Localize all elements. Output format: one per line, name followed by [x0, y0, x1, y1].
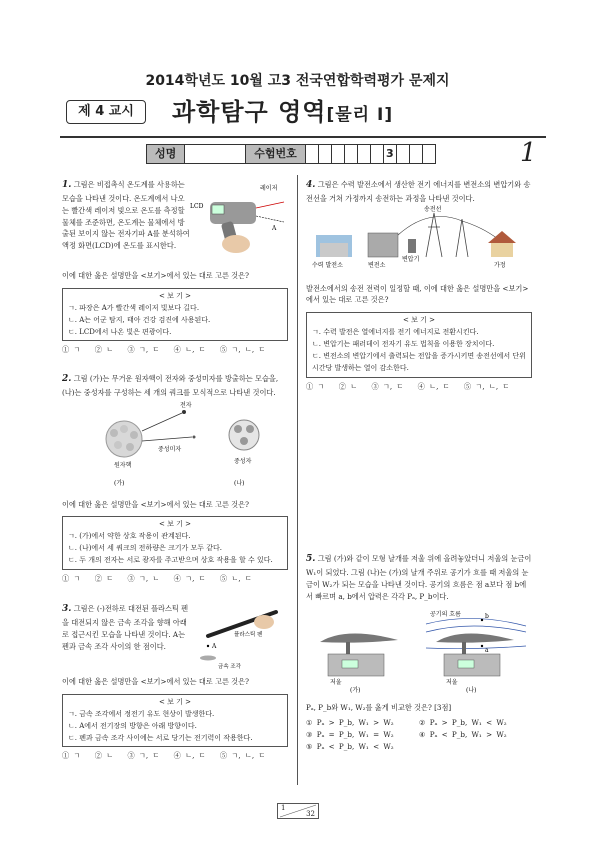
home-label: 가정 — [494, 261, 506, 269]
q4-choice[interactable]: ① ㄱ — [306, 381, 325, 391]
q3-number: 3. — [62, 604, 72, 614]
q2-choices — [62, 573, 288, 585]
plant-label: 수력 발전소 — [312, 261, 343, 269]
q4-ask: 발전소에서의 송전 전력이 일정할 때, 이에 대한 옳은 설명만을 <보기>에서 있는 대로 고른 것은? — [306, 283, 529, 305]
transmission-line — [398, 216, 498, 239]
q3-bogi-item: ㄴ. A에서 전기장의 방향은 아래 방향이다. — [68, 721, 197, 730]
neutrino-label: 중성미자 — [158, 445, 182, 453]
metal-label: 금속 조각 — [218, 664, 242, 670]
id-box[interactable] — [318, 145, 331, 163]
point-a — [207, 645, 209, 647]
q3-stem-wrap — [62, 602, 190, 672]
q1-number: 1. — [62, 180, 72, 190]
fig-ga-label: (가) — [114, 479, 125, 487]
q2-choice[interactable]: ② ㄷ — [94, 574, 114, 584]
q5-choice[interactable]: ③ Pₐ = P_b, W₁ = W₂ — [306, 730, 394, 740]
q2-stem: 그림 (가)는 무거운 원자핵이 전자와 중성미자를 방출하는 모습을, (나)는 중성자를 구성하는 세 개의 쿼크를 모식적으로 나타낸 것이다. — [62, 374, 279, 397]
footer-page: 1 — [281, 804, 286, 812]
q3-bogi-item: ㄷ. 펜과 금속 조각 사이에는 서로 당기는 전기력이 작용한다. — [68, 733, 253, 742]
wing — [436, 634, 514, 643]
q4-bogi-item: ㄷ. 변전소의 변압기에서 출력되는 전압을 증가시키면 송전선에서 단위 시간당 발생하는 열이 감소한다. — [312, 352, 526, 372]
q4-stem: 그림은 수력 발전소에서 생산한 전기 에너지를 변전소의 변압기와 송전선을 거쳐 가정까지 송전하는 과정을 나타낸 것이다. — [306, 180, 531, 203]
transformer — [408, 239, 416, 253]
q3-choice[interactable]: ⑤ ㄱ, ㄴ, ㄷ — [219, 751, 266, 761]
fig-na-label: (나) — [234, 479, 245, 487]
q2-choice[interactable]: ① ㄱ — [62, 574, 81, 584]
q3-choice[interactable]: ③ ㄱ, ㄷ — [127, 751, 160, 761]
q1-choices — [62, 344, 288, 356]
laser-beam — [256, 202, 284, 208]
q4-number: 4. — [306, 180, 316, 190]
q4-grid-figure — [306, 205, 532, 275]
q1-choice[interactable]: ⑤ ㄱ, ㄴ, ㄷ — [219, 345, 266, 355]
q1-choice[interactable]: ① ㄱ — [62, 345, 81, 355]
page-number: 1 — [520, 138, 537, 168]
question-2 — [62, 372, 288, 585]
q5-ask: Pₐ, P_b와 W₁, W₂를 옳게 비교한 것은? [3점] — [306, 703, 452, 713]
b-label: b — [485, 613, 489, 621]
q3-choices — [62, 750, 288, 762]
point-a — [481, 645, 483, 647]
metal-piece — [200, 656, 216, 661]
quark — [234, 425, 242, 433]
q1-choice[interactable]: ③ ㄱ, ㄷ — [127, 345, 160, 355]
q5-choice[interactable]: ① Pₐ > P_b, W₁ > W₂ — [306, 718, 394, 728]
q2-choice[interactable]: ④ ㄱ, ㄷ — [173, 574, 206, 584]
subject-name: 과학탐구 영역 — [172, 98, 327, 126]
id-label: 수험번호 — [245, 145, 305, 163]
id-box[interactable] — [331, 145, 344, 163]
q1-bogi-item: ㄷ. LCD에서 나온 빛은 편광이다. — [68, 327, 172, 336]
q2-bogi-box — [62, 516, 288, 570]
q4-bogi-item: ㄱ. 수력 발전은 열에너지를 전기 에너지로 전환시킨다. — [312, 328, 479, 337]
q1-choice[interactable]: ④ ㄴ, ㄷ — [173, 345, 206, 355]
q1-bogi-item: ㄱ. 파장은 A가 빨간색 레이저 빛보다 길다. — [68, 303, 200, 312]
q3-choice[interactable]: ④ ㄴ, ㄷ — [173, 751, 206, 761]
q1-ask: 이에 대한 옳은 설명만을 <보기>에서 있는 대로 고른 것은? — [62, 271, 249, 280]
q3-bogi-box — [62, 694, 288, 748]
lcd-label: LCD — [190, 203, 204, 210]
footer-page-box — [277, 803, 319, 819]
question-5 — [306, 552, 532, 753]
footer-total: 32 — [306, 810, 315, 818]
q4-bogi-box — [306, 312, 532, 377]
point-b — [481, 619, 483, 621]
exam-title: 2014학년도 10월 고3 전국연합학력평가 문제지 — [145, 73, 450, 89]
hand — [222, 235, 250, 253]
neutron-label: 중성자 — [234, 457, 252, 465]
neutrino — [193, 435, 196, 438]
id-box[interactable] — [357, 145, 370, 163]
q4-choices — [306, 381, 532, 393]
airflow-line — [426, 626, 526, 632]
house — [491, 243, 513, 257]
pen-label: 플라스틱 펜 — [234, 632, 263, 638]
name-id-bar — [146, 144, 436, 164]
q2-choice[interactable]: ⑤ ㄴ, ㄷ — [219, 574, 252, 584]
q3-choice[interactable]: ② ㄴ — [94, 751, 114, 761]
q5-choice[interactable]: ② Pₐ > P_b, W₁ < W₂ — [419, 718, 507, 728]
q2-bogi-item: ㄷ. 두 개의 전자는 서로 광자를 주고받으며 상호 작용을 할 수 있다. — [68, 556, 273, 565]
scale-label: 저울 — [446, 679, 458, 687]
q3-choice[interactable]: ① ㄱ — [62, 751, 81, 761]
q3-bogi-title: < 보 기 > — [159, 697, 191, 706]
q4-bogi-item: ㄴ. 변압기는 패러데이 전자기 유도 법칙을 이용한 장치이다. — [312, 340, 495, 349]
q2-number: 2. — [62, 374, 72, 384]
subject-title — [172, 92, 393, 127]
q2-bogi-title: < 보 기 > — [159, 520, 191, 529]
q2-figure — [62, 399, 288, 491]
question-3 — [62, 602, 288, 762]
q2-ask: 이에 대한 옳은 설명만을 <보기>에서 있는 대로 고른 것은? — [62, 499, 249, 509]
airflow-line — [426, 619, 526, 627]
substation — [368, 233, 398, 257]
wave-a — [256, 216, 284, 222]
question-4 — [306, 178, 532, 393]
session-badge: 제 4 교시 — [66, 100, 146, 124]
q1-bogi-title: < 보 기 > — [159, 291, 191, 300]
fig-na-label: (나) — [466, 687, 477, 695]
q5-choices — [306, 717, 532, 753]
q5-stem: 그림 (가)와 같이 모형 날개를 저울 위에 올려놓았더니 저울의 눈금이 W₁이 되었다. 그림 (나)는 (가)의 날개 주위로 공기가 흐를 때 저울의 눈금이 W₂가 되는 모습을 나타낸 것이다. 공기의 흐름은 점 a보다 점 b에서 빠르며 a, b에서 압력은 각각 Pₐ, P_b이다. — [306, 554, 532, 601]
q5-number: 5. — [306, 554, 316, 564]
a-label: a — [485, 647, 489, 655]
q5-wing-figure — [306, 602, 532, 694]
id-box[interactable] — [396, 145, 409, 163]
q1-stem-wrap — [62, 178, 190, 266]
q2-bogi-item: ㄱ. (가)에서 약한 상호 작용이 관계된다. — [68, 532, 191, 541]
q1-choice[interactable]: ② ㄴ — [94, 345, 114, 355]
neutron — [229, 420, 259, 450]
column-divider — [297, 175, 298, 785]
q4-choice[interactable]: ④ ㄴ, ㄷ — [417, 381, 450, 391]
lcd-screen — [212, 205, 224, 214]
pylon — [426, 213, 442, 257]
q4-choice[interactable]: ③ ㄱ, ㄷ — [371, 381, 404, 391]
q4-choice[interactable]: ⑤ ㄱ, ㄴ, ㄷ — [463, 381, 510, 391]
q5-choice[interactable]: ④ Pₐ < P_b, W₁ > W₂ — [419, 730, 507, 740]
electron — [182, 410, 186, 414]
fig-ga-label: (가) — [350, 687, 361, 695]
q1-stem: 그림은 비접촉식 온도계를 사용하는 모습을 나타낸 것이다. 온도계에서 나오는 빨간색 레이저 빛으로 온도를 측정할 물체를 조준하면, 온도계는 물체에서 방출된 보이지 않는 전자기파 A를 분석하여 액정 화면(LCD)에 온도를 표시한다. — [62, 180, 190, 251]
line-label: 송전선 — [424, 205, 442, 213]
pylon — [456, 219, 468, 257]
q3-pen-figure — [190, 602, 286, 672]
airflow-line — [426, 646, 526, 649]
q4-choice[interactable]: ② ㄴ — [338, 381, 358, 391]
q2-bogi-item: ㄴ. (나)에서 세 쿼크의 전하량은 크기가 모두 같다. — [68, 544, 222, 553]
q3-bogi-item: ㄱ. 금속 조각에서 정전기 유도 현상이 발생한다. — [68, 709, 215, 718]
question-1 — [62, 178, 288, 356]
wing — [320, 634, 398, 643]
electron-path — [142, 413, 182, 431]
substation-label: 변전소 — [368, 261, 386, 269]
id-box[interactable] — [422, 145, 435, 163]
name-field[interactable] — [184, 145, 245, 163]
hand — [254, 615, 274, 629]
laser-label: 레이저 — [260, 185, 278, 192]
quark — [246, 425, 254, 433]
q1-thermometer-figure — [190, 178, 286, 266]
a-label: A — [212, 643, 217, 650]
name-label: 성명 — [147, 145, 184, 163]
house-roof — [488, 231, 516, 243]
q1-bogi-item: ㄴ. A는 어군 탐지, 태아 건강 검진에 사용된다. — [68, 315, 211, 324]
q1-bogi-box — [62, 288, 288, 342]
id-digit-box: 3 — [383, 145, 396, 163]
nucleus-label: 원자핵 — [114, 461, 132, 469]
id-box[interactable] — [409, 145, 422, 163]
q2-choice[interactable]: ③ ㄱ, ㄴ — [127, 574, 160, 584]
q5-choice[interactable]: ⑤ Pₐ < P_b, W₁ < W₂ — [306, 741, 394, 751]
subject-sub: [물리 Ⅰ] — [326, 105, 394, 125]
id-box[interactable] — [370, 145, 383, 163]
q3-stem: 그림은 (-)전하로 대전된 플라스틱 펜을 대전되지 않은 금속 조각을 향해 아래로 접근시킨 모습을 나타낸 것이다. A는 펜과 금속 조각 사이의 한 점이다. — [62, 604, 189, 651]
transformer-label: 변압기 — [402, 255, 420, 263]
scale-label: 저울 — [330, 679, 342, 687]
title-rule — [60, 136, 546, 138]
electron-label: 전자 — [180, 401, 192, 409]
q4-bogi-title: < 보 기 > — [403, 316, 435, 325]
q3-ask: 이에 대한 옳은 설명만을 <보기>에서 있는 대로 고른 것은? — [62, 677, 249, 686]
id-box[interactable] — [305, 145, 318, 163]
a-label: A — [272, 225, 277, 232]
flow-label: 공기의 흐름 — [430, 611, 461, 619]
neutrino-path — [142, 437, 192, 441]
quark — [240, 437, 248, 445]
id-box[interactable] — [344, 145, 357, 163]
